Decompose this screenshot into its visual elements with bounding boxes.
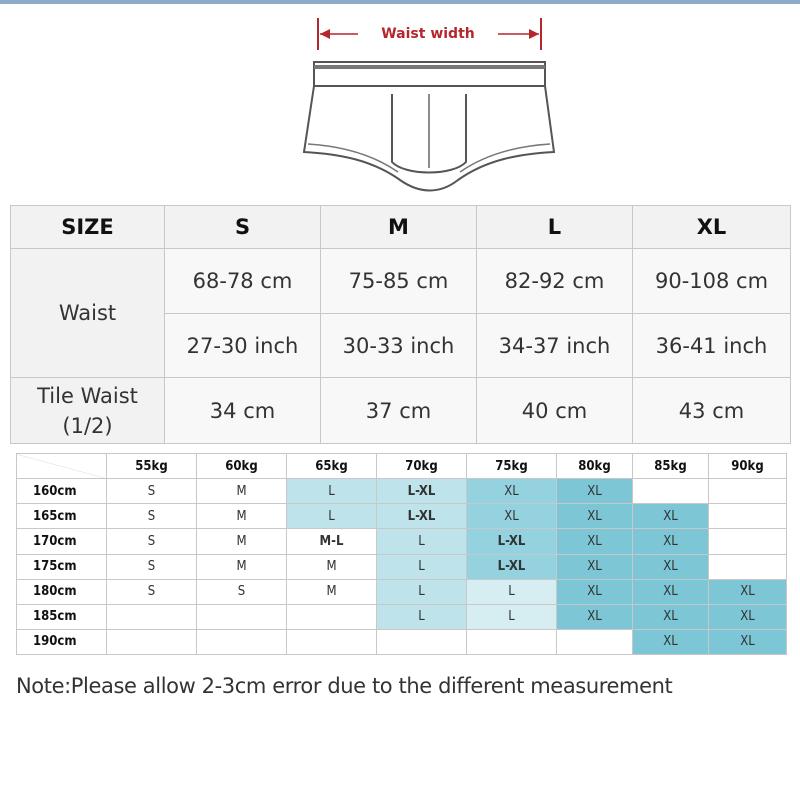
- size-cell: L: [287, 479, 377, 504]
- size-cell: M: [287, 579, 377, 604]
- size-cell: L: [377, 529, 467, 554]
- size-cell: XL: [633, 554, 709, 579]
- size-cell: M: [287, 554, 377, 579]
- size-cell: XL: [709, 604, 787, 629]
- table-row: [17, 604, 787, 629]
- size-cell: [633, 479, 709, 504]
- weight-header: 60kg: [197, 454, 287, 479]
- size-cell: M: [197, 479, 287, 504]
- size-cell: XL: [557, 529, 633, 554]
- waist-cm-row: [11, 249, 791, 314]
- size-cell: L-XL: [467, 529, 557, 554]
- measurement-note: Note:Please allow 2-3cm error due to the different measurement: [16, 674, 673, 698]
- size-header-label: SIZE: [11, 206, 165, 249]
- waist-inch-xl: 36-41 inch: [633, 314, 791, 378]
- height-label: 170cm: [17, 529, 107, 554]
- size-header-s: S: [165, 206, 321, 249]
- size-cell: [709, 554, 787, 579]
- height-label: 175cm: [17, 554, 107, 579]
- weight-header: 55kg: [107, 454, 197, 479]
- tile-waist-xl: 43 cm: [633, 378, 791, 444]
- waist-cm-xl: 90-108 cm: [633, 249, 791, 314]
- corner-cell: [17, 454, 107, 479]
- size-cell: M-L: [287, 529, 377, 554]
- waist-inch-m: 30-33 inch: [321, 314, 477, 378]
- tile-waist-row: [11, 378, 791, 444]
- size-cell: [107, 604, 197, 629]
- weight-header: 85kg: [633, 454, 709, 479]
- height-label: 190cm: [17, 629, 107, 654]
- size-cell: L: [377, 579, 467, 604]
- size-cell: L: [467, 579, 557, 604]
- tile-waist-label-line2: (1/2): [62, 413, 113, 438]
- size-cell: [709, 504, 787, 529]
- height-weight-table: [16, 453, 787, 655]
- table-row: [17, 579, 787, 604]
- table-row: [17, 529, 787, 554]
- weight-header: 65kg: [287, 454, 377, 479]
- weight-header: 75kg: [467, 454, 557, 479]
- size-cell: XL: [557, 554, 633, 579]
- waist-cm-s: 68-78 cm: [165, 249, 321, 314]
- tile-waist-l: 40 cm: [477, 378, 633, 444]
- size-cell: XL: [467, 504, 557, 529]
- waist-row-label: Waist: [11, 249, 165, 378]
- weight-header: 90kg: [709, 454, 787, 479]
- waist-cm-l: 82-92 cm: [477, 249, 633, 314]
- size-cell: XL: [633, 504, 709, 529]
- waist-cm-m: 75-85 cm: [321, 249, 477, 314]
- size-chart-table: [10, 205, 791, 444]
- tile-waist-m: 37 cm: [321, 378, 477, 444]
- size-cell: L-XL: [467, 554, 557, 579]
- size-cell: L: [377, 604, 467, 629]
- size-cell: [197, 629, 287, 654]
- size-cell: M: [197, 504, 287, 529]
- height-label: 180cm: [17, 579, 107, 604]
- size-header-l: L: [477, 206, 633, 249]
- height-label: 185cm: [17, 604, 107, 629]
- size-cell: L: [467, 604, 557, 629]
- weight-header: 80kg: [557, 454, 633, 479]
- table-row: [17, 629, 787, 654]
- size-cell: S: [107, 579, 197, 604]
- size-cell: [557, 629, 633, 654]
- height-label: 160cm: [17, 479, 107, 504]
- size-cell: S: [107, 529, 197, 554]
- size-cell: [467, 629, 557, 654]
- table-row: [17, 504, 787, 529]
- size-cell: S: [107, 479, 197, 504]
- size-cell: M: [197, 554, 287, 579]
- size-cell: [709, 479, 787, 504]
- waist-inch-l: 34-37 inch: [477, 314, 633, 378]
- tile-waist-label-line1: Tile Waist: [37, 383, 138, 408]
- size-cell: [107, 629, 197, 654]
- size-cell: XL: [709, 629, 787, 654]
- size-cell: XL: [633, 579, 709, 604]
- waist-inch-s: 27-30 inch: [165, 314, 321, 378]
- size-cell: XL: [633, 629, 709, 654]
- size-cell: [287, 629, 377, 654]
- height-label: 165cm: [17, 504, 107, 529]
- size-header-m: M: [321, 206, 477, 249]
- tile-waist-label: [11, 378, 165, 444]
- size-cell: S: [107, 554, 197, 579]
- size-cell: L-XL: [377, 479, 467, 504]
- weight-header: 70kg: [377, 454, 467, 479]
- size-header-xl: XL: [633, 206, 791, 249]
- size-cell: [377, 629, 467, 654]
- size-cell: XL: [557, 579, 633, 604]
- size-cell: L: [377, 554, 467, 579]
- tile-waist-s: 34 cm: [165, 378, 321, 444]
- size-cell: [709, 529, 787, 554]
- size-cell: XL: [633, 529, 709, 554]
- size-header-row: [11, 206, 791, 249]
- weight-header-row: [17, 454, 787, 479]
- size-cell: [287, 604, 377, 629]
- size-cell: XL: [633, 604, 709, 629]
- size-cell: XL: [467, 479, 557, 504]
- size-cell: M: [197, 529, 287, 554]
- size-cell: L-XL: [377, 504, 467, 529]
- briefs-illustration: [0, 4, 800, 200]
- waist-width-label: Waist width: [358, 26, 498, 42]
- size-cell: XL: [709, 579, 787, 604]
- size-cell: XL: [557, 604, 633, 629]
- size-cell: L: [287, 504, 377, 529]
- table-row: [17, 479, 787, 504]
- size-cell: XL: [557, 504, 633, 529]
- size-cell: XL: [557, 479, 633, 504]
- size-cell: S: [197, 579, 287, 604]
- table-row: [17, 554, 787, 579]
- size-cell: [197, 604, 287, 629]
- size-cell: S: [107, 504, 197, 529]
